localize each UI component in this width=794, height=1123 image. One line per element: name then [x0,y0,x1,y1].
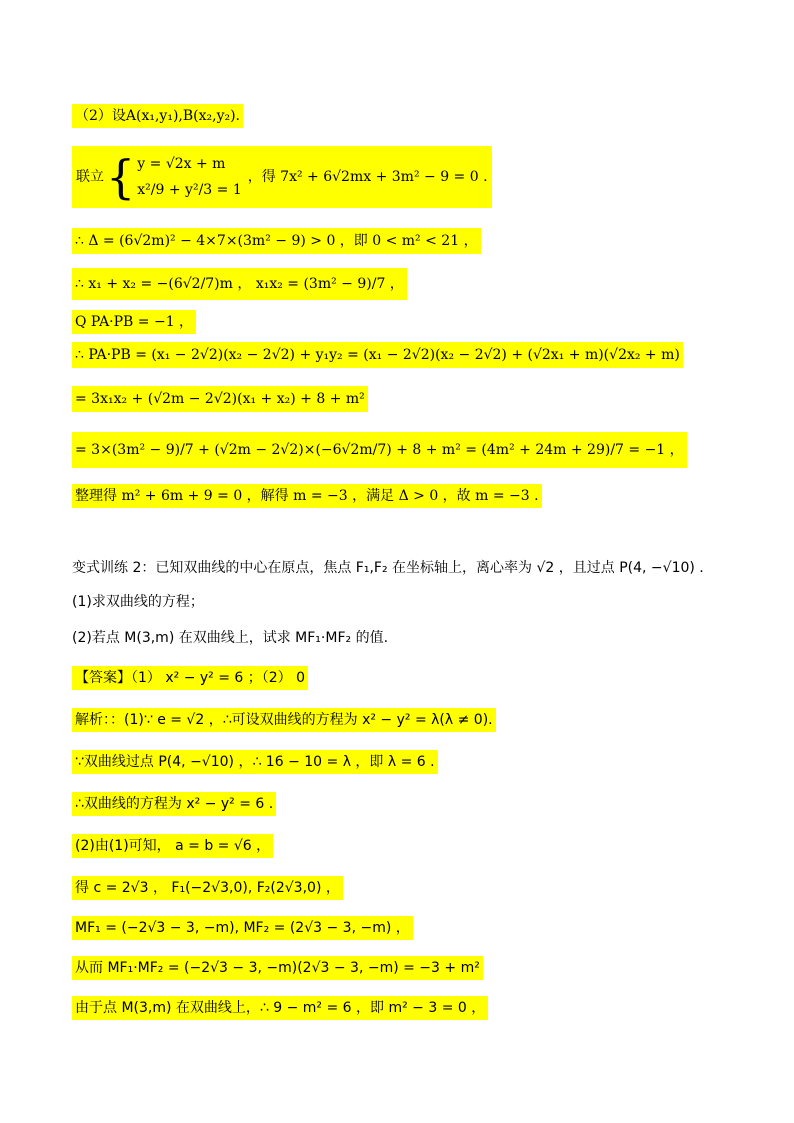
line-discriminant [72,228,481,254]
line-condition [72,310,196,334]
solution-line-4 [72,834,273,858]
solution-line-2 [72,750,438,774]
solution-line-7 [72,956,483,980]
highlight: 整理得 m² + 6m + 9 = 0 ，解得 m = −3 ，满足 Δ > 0 ，故 m = −3 . [72,484,542,508]
line-expand [72,386,368,412]
question-part1 [72,590,204,614]
line-system [72,146,492,208]
highlight: ∴ x₁ + x₂ = −(6√2/7)m ， x₁x₂ = (3m² − 9)/7 ， [72,268,407,300]
system-block [72,146,492,208]
question-part2 [72,626,388,650]
question-text: 变式训练 2：已知双曲线的中心在原点，焦点 F₁,F₂ 在坐标轴上，离心率为 √2 ，且过点 P(4, −√10) . [72,560,704,576]
highlight: ∵双曲线过点 P(4, −√10) ，∴ 16 − 10 = λ ，即 λ = 6 . [72,750,438,774]
equation-line: y = √2x + m [137,156,226,172]
solution-line-1 [72,708,496,732]
line-set-points [72,104,243,128]
highlight: 由于点 M(3,m) 在双曲线上，∴ 9 − m² = 6 ，即 m² − 3 = 0 ， [72,996,488,1020]
question-title [72,556,704,580]
highlight: 【答案】（1） x² − y² = 6 ；（2） 0 [72,666,308,690]
highlight: (2)由(1)可知， a = b = √6 ， [72,834,273,858]
answer-line [72,666,308,690]
equation-ellipse: x²/9 + y²/3 = 1 [137,182,242,198]
line-dot-product [72,342,683,368]
solution-line-5 [72,876,343,900]
system-label: 联立 [76,169,104,185]
highlight: 解析：：(1)∵ e = √2 ，∴可设双曲线的方程为 x² − y² = λ(λ ≠ 0). [72,708,496,732]
highlight: Q PA·PB = −1 ， [72,310,196,334]
line-substitute [72,432,687,468]
system-result: ，得 7x² + 6√2mx + 3m² − 9 = 0 . [247,169,488,185]
highlight: = 3x₁x₂ + (√2m − 2√2)(x₁ + x₂) + 8 + m² [72,386,368,412]
solution-line-6 [72,916,413,940]
solution-line-3 [72,792,276,816]
question-text: (1)求双曲线的方程； [72,594,204,610]
highlight: ∴ PA·PB = (x₁ − 2√2)(x₂ − 2√2) + y₁y₂ = (x₁ − 2√2)(x₂ − 2√2) + (√2x₁ + m)(√2x₂ + m) [72,342,683,368]
line-solve [72,484,542,508]
highlight: （2）设A(x₁,y₁),B(x₂,y₂). [72,104,243,128]
highlight: 得 c = 2√3 ， F₁(−2√3,0), F₂(2√3,0) ， [72,876,343,900]
highlight: 从而 MF₁·MF₂ = (−2√3 − 3, −m)(2√3 − 3, −m) = −3 + m² [72,956,483,980]
highlight: ∴双曲线的方程为 x² − y² = 6 . [72,792,276,816]
solution-line-8 [72,996,488,1020]
highlight: MF₁ = (−2√3 − 3, −m), MF₂ = (2√3 − 3, −m) ， [72,916,413,940]
brace-icon: { [106,150,136,204]
highlight: ∴ Δ = (6√2m)² − 4×7×(3m² − 9) > 0 ，即 0 < m² < 21 ， [72,228,481,254]
highlight: = 3×(3m² − 9)/7 + (√2m − 2√2)×(−6√2m/7) + 8 + m² = (4m² + 24m + 29)/7 = −1 ， [72,432,687,468]
system-equations [137,151,241,203]
line-vieta [72,268,407,300]
question-text: (2)若点 M(3,m) 在双曲线上，试求 MF₁·MF₂ 的值. [72,630,389,646]
